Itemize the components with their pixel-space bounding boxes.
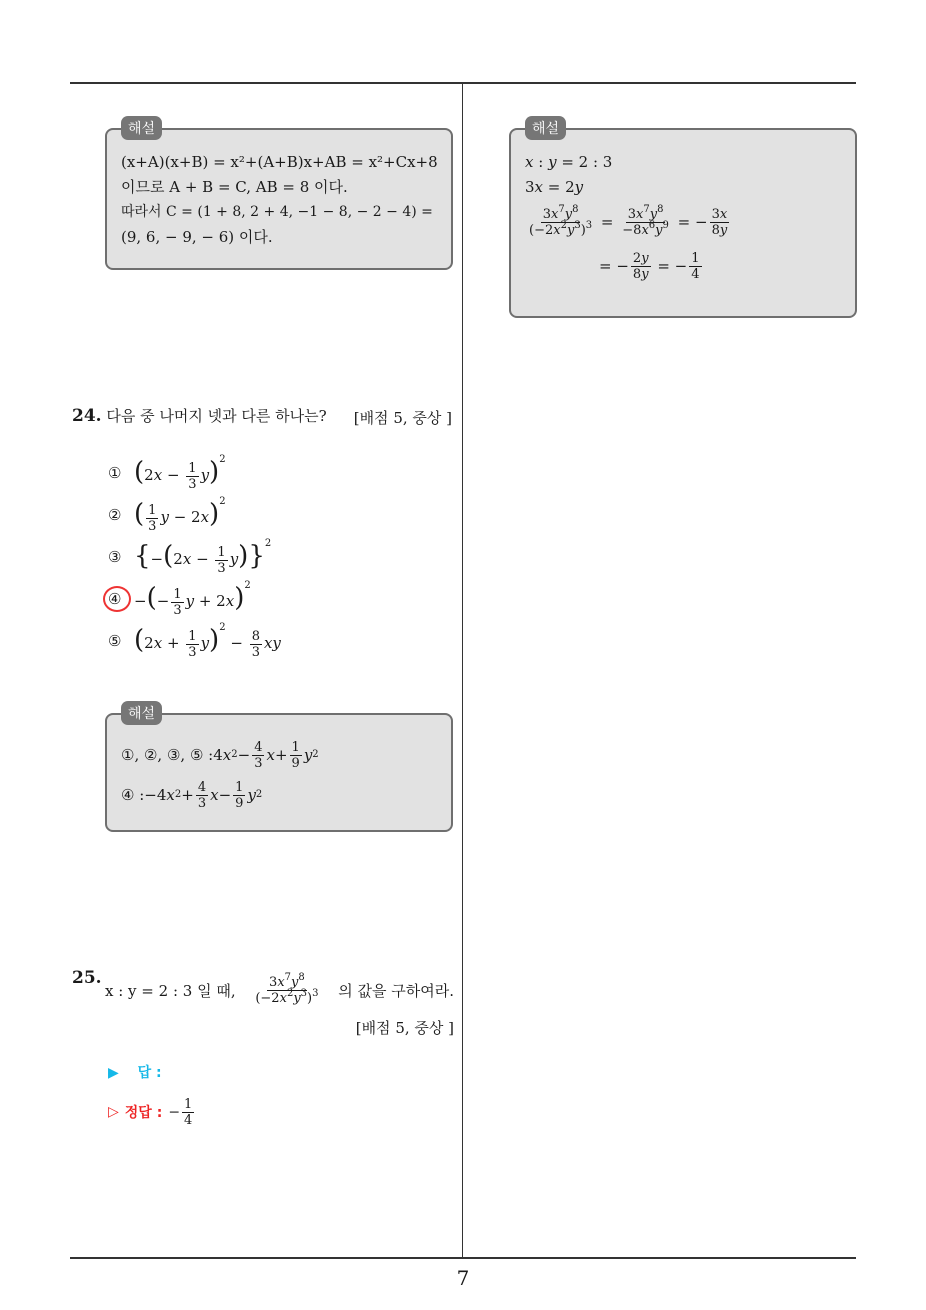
- question-24: [72, 405, 452, 426]
- option-mark: ⑤: [108, 632, 122, 650]
- question-score: [배점 5, 중상 ]: [353, 409, 452, 427]
- option-expression: (2x − $\frac{1}{3}$ y)$^2$: [134, 454, 226, 492]
- outline-arrow-icon: ▷: [108, 1104, 119, 1120]
- question-tail: 의 값을 구하여라.: [338, 981, 454, 1000]
- solution-23-line-4: (9, 6, − 9, − 6) 이다.: [121, 228, 273, 246]
- question-expression: $\frac{3x^7y^8}{(-2x^2y^3)^3}$: [255, 971, 319, 1006]
- solution-25-line-4: = − $\frac{2y}{8y}$ = − $\frac{1}{4}$: [599, 250, 700, 282]
- selected-answer-circle: [103, 586, 131, 612]
- solution-24-line-1: ①, ②, ③, ⑤ : 4 x 2 − $\frac{4}{3}$ x + $\frac{1}{9}$ y 2: [121, 739, 319, 771]
- option-1[interactable]: [108, 453, 226, 493]
- solution-tag: 해설: [121, 701, 162, 725]
- option-expression: ( $\frac{1}{3}$ y − 2x)$^2$: [134, 496, 226, 534]
- bottom-rule: [70, 1257, 856, 1259]
- option-expression: −(− $\frac{1}{3}$ y + 2x)$^2$: [134, 580, 251, 618]
- solution-24-prefix-2: ④ :: [121, 786, 145, 804]
- question-body: [105, 968, 454, 1012]
- option-mark: ④: [108, 590, 122, 608]
- option-5[interactable]: [108, 621, 281, 661]
- solution-box-25: [509, 121, 857, 318]
- answer-row[interactable]: [108, 1062, 162, 1082]
- option-2[interactable]: [108, 495, 226, 535]
- correct-answer-row: [108, 1094, 196, 1130]
- question-number: 25.: [72, 968, 102, 988]
- question-number: 24.: [72, 406, 102, 426]
- top-rule: [70, 82, 856, 84]
- solution-tag: 해설: [525, 116, 566, 140]
- solution-23-line-2: 이므로 A + B = C, AB = 8 이다.: [121, 178, 348, 196]
- column-divider: [462, 84, 463, 1258]
- question-25-score: [배점 5, 중상 ]: [355, 1019, 454, 1037]
- correct-value: − $\frac{1}{4}$: [168, 1096, 193, 1128]
- solution-23-line-3: 따라서 C = (1 + 8, 2 + 4, −1 − 8, − 2 − 4) =: [121, 204, 433, 220]
- option-mark: ②: [108, 506, 122, 524]
- correct-label: 정답 :: [124, 1105, 163, 1121]
- play-arrow-icon: ▶: [108, 1065, 119, 1081]
- page-number: 7: [456, 1266, 470, 1290]
- answer-label: 답 :: [137, 1065, 162, 1081]
- question-text: 다음 중 나머지 넷과 다른 하나는?: [106, 407, 327, 425]
- solution-25-line-2: 3x = 2y: [525, 178, 584, 196]
- solution-24-prefix-1: ①, ②, ③, ⑤ :: [121, 746, 214, 764]
- option-mark: ③: [108, 548, 122, 566]
- solution-box-24: [105, 706, 453, 832]
- option-expression: (2x + $\frac{1}{3}$ y)$^2$ − $\frac{8}{3}$ xy: [134, 622, 281, 660]
- question-condition: x : y = 2 : 3 일 때,: [105, 981, 236, 1000]
- option-expression: {−(2x − $\frac{1}{3}$ y)}$^2$: [134, 538, 272, 576]
- solution-25-line-3: $\frac{3x^7y^8}{(-2x^2y^3)^3}$ = $\frac{3x^7y^8}{-8x^6y^9}$ = − $\frac{3x}{8y}$: [529, 203, 728, 238]
- solution-23-line-1: (x+A)(x+B) = x²+(A+B)x+AB = x²+Cx+8: [121, 153, 438, 171]
- solution-box-23: [105, 121, 453, 270]
- option-mark: ①: [108, 464, 122, 482]
- option-3[interactable]: [108, 537, 271, 577]
- solution-24-line-2: ④ : −4 x 2 + $\frac{4}{3}$ x − $\frac{1}{9}$ y 2: [121, 779, 263, 811]
- solution-25-line-1: x : y = 2 : 3: [525, 153, 613, 171]
- solution-tag: 해설: [121, 116, 162, 140]
